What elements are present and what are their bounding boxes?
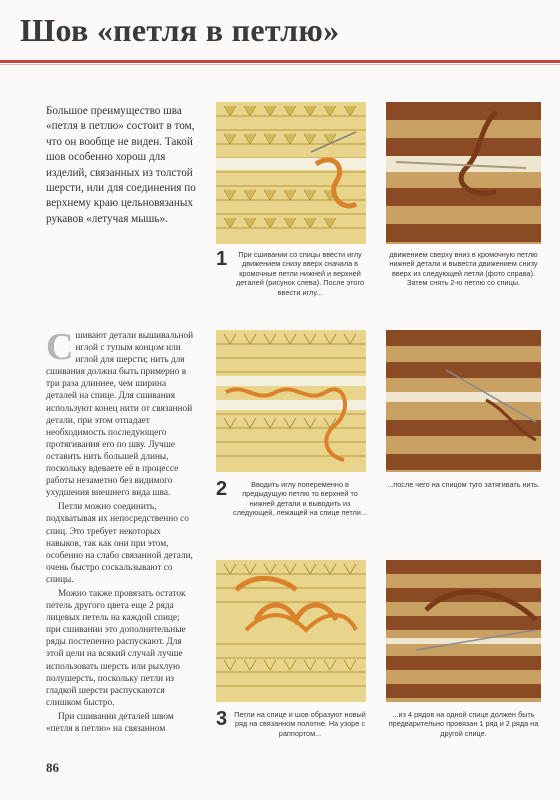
page-title: Шов «петля в петлю»	[20, 12, 340, 48]
body-paragraph-3: Можно также провязать остаток петель другого цвета еще 2 ряда лицевых петель на каждой спице; при сшивании это дополнительные ряды постепенно распускают. Для этой цели на всякий случай лучше использовать шерсть или рыхлую полушерсть, поскольку петли из гладкой шерсти распускаются слишком быстро.	[46, 588, 186, 708]
intro-paragraph: Большое преимущество шва «петля в петлю» состоит в том, что он вообще не виден. Такой шов особенно хорош для изделий, связанных из толстой шерсти, или для соединения по верхнему краю цельновязаных рукавов «летучая мышь».	[46, 105, 196, 225]
step-3-illustration	[216, 560, 366, 702]
dropcap: С	[46, 326, 74, 368]
step-1-number: 1	[216, 248, 228, 270]
step-2-photo	[386, 330, 541, 472]
step-1-caption-left: При сшивании со спицы ввести иглу движением снизу вверх сначала в кромочные петли нижней и верхней деталей (рисунок слева). После этого ввести иглу...	[235, 250, 365, 297]
step-1-photo	[386, 102, 541, 244]
step-2-number: 2	[216, 478, 228, 500]
step-3-caption-left: Петли на спице и шов образуют новый ряд на связанном полотне. На узоре с раппортом...	[234, 710, 366, 738]
step-1-caption-right: движением сверху вниз в кромочную петлю нижней детали и вывести движением снизу вверх из следующей петли (фото справа). Затем снять 2-ю петлю со спицы.	[389, 250, 538, 288]
body-paragraph-2: Петли можно соединить, подхватывая их непосредственно со спиц. Это требует некоторых навыков, так как они при этом, особенно на слабо связанной детали, очень быстро соскальзывают со спицы.	[46, 502, 193, 585]
step-1-illustration	[216, 102, 366, 244]
step-2-caption-right: ...после чего на спицом туго затягивать нить.	[387, 480, 540, 489]
title-rule-thin	[0, 64, 560, 65]
step-3-photo	[386, 560, 541, 702]
body-paragraph-1: шивают детали вышивальной иглой с тупым концом или иглой для шерсти; нить для сшивания должна быть примерно в три раза длиннее, чем ширина деталей на спице. Для сшивания используют конец нити от связанной детали, при этом отпадает необходимость последующего протягивания его по шву. Лучше оставить нить большей длины, поскольку вдеваете её в процессе работы незаметно без видимого ухудшения внешнего вида шва.	[46, 331, 194, 499]
page-number: 86	[46, 760, 59, 775]
title-rule	[0, 60, 560, 63]
body-paragraph-4: При сшивании деталей швом «петля в петлю» на связанном	[46, 711, 174, 734]
step-2-caption-left: Вводить иглу попеременно в предыдущую петлю то верхней то нижней детали и выводить из следующей, лежащей на спице петли...	[233, 480, 367, 518]
step-3-caption-right: ...из 4 рядов на одной спице должен быть предварительно провязан 1 ряд и 2 ряда на другой спице.	[388, 710, 539, 738]
body-text	[46, 326, 196, 737]
step-3-number: 3	[216, 708, 228, 730]
step-2-illustration	[216, 330, 366, 472]
